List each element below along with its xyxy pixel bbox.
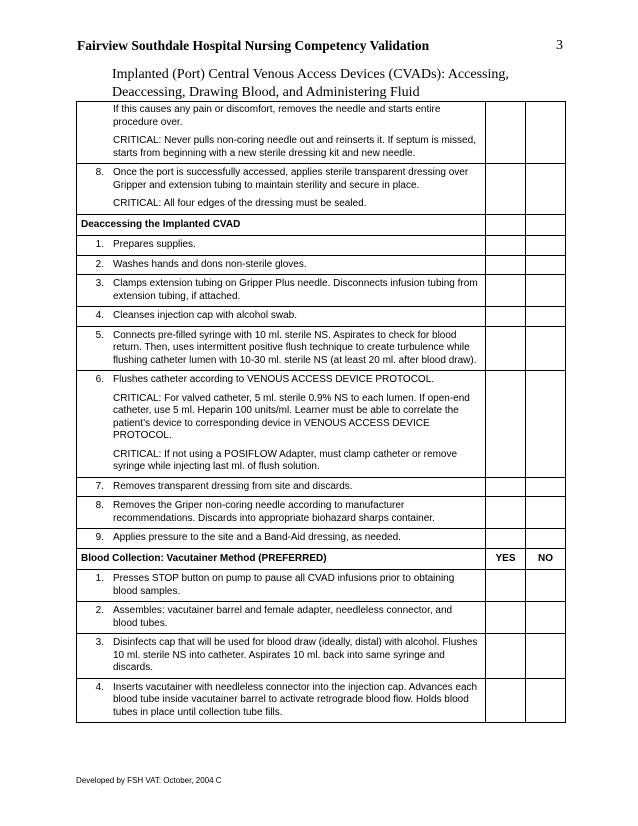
no-checkbox-cell[interactable] [526, 529, 566, 549]
document-title: Fairview Southdale Hospital Nursing Competency Validation [77, 38, 430, 53]
section-header-row [77, 548, 566, 570]
step-text: Connects pre-filled syringe with 10 ml. sterile NS. Aspirates to check for blood return. Then, uses intermittent positive flush technique to create turbulence while flushing catheter lumen with 10-30 ml. sterile NS (at least 20 ml. after blood draw). [113, 329, 477, 366]
table-row [77, 236, 566, 256]
procedure-subtitle: Implanted (Port) Central Venous Access Devices (CVADs): Accessing, Deaccessing, Drawing Blood, and Administering Fluid [112, 67, 509, 100]
no-checkbox-cell[interactable] [526, 477, 566, 497]
yes-checkbox-cell[interactable] [486, 497, 526, 529]
step-number: 4. [95, 681, 104, 693]
no-checkbox-cell [526, 214, 566, 236]
footer-note: Developed by FSH VAT: October, 2004 C [76, 776, 222, 785]
no-checkbox-cell[interactable] [526, 570, 566, 602]
table-row [77, 326, 566, 371]
step-text: Disinfects cap that will be used for blood draw (ideally, distal) with alcohol. Flushes 10 ml. sterile NS into catheter. Aspirates 10 ml. back into same syringe and discards. [113, 637, 478, 673]
yes-checkbox-cell[interactable] [486, 326, 526, 371]
step-number: 6. [95, 374, 104, 385]
table-row [77, 634, 566, 679]
step-number: 2. [95, 605, 104, 616]
critical-note: CRITICAL: For valved catheter, 5 ml. sterile 0.9% NS to each lumen. If open-end catheter, use 5 ml. Heparin 100 units/ml. Learner must be able to correlate the patient’s device to corresponding device in VENOUS ACCESS DEVICE PROTOCOL. [113, 392, 470, 441]
no-checkbox-cell[interactable] [526, 307, 566, 327]
yes-checkbox-cell[interactable] [486, 602, 526, 634]
yes-checkbox-cell[interactable] [486, 307, 526, 327]
no-checkbox-cell[interactable] [526, 678, 566, 723]
step-text: Applies pressure to the site and a Band-Aid dressing, as needed. [113, 532, 401, 543]
yes-checkbox-cell [486, 214, 526, 236]
critical-note: CRITICAL: Never pulls non-coring needle out and reinserts it. If septum is missed, starts from beginning with a new sterile dressing kit and new needle. [113, 135, 476, 159]
table-row [77, 371, 566, 478]
step-text: Removes transparent dressing from site and discards. [113, 480, 353, 492]
step-number: 8. [95, 500, 104, 511]
yes-checkbox-cell[interactable] [486, 102, 526, 164]
yes-checkbox-cell[interactable] [486, 371, 526, 478]
table-row [77, 477, 566, 497]
step-number: 5. [95, 329, 104, 341]
table-row [77, 275, 566, 307]
section-header-row [77, 214, 566, 236]
yes-checkbox-cell[interactable] [486, 255, 526, 275]
table-row [77, 497, 566, 529]
table-row [77, 529, 566, 549]
critical-note: CRITICAL: All four edges of the dressing must be sealed. [113, 198, 367, 209]
step-number: 2. [95, 258, 104, 270]
no-checkbox-cell[interactable] [526, 602, 566, 634]
yes-column-header: YES [495, 552, 516, 564]
table-row [77, 570, 566, 602]
step-text: Washes hands and dons non-sterile gloves. [113, 258, 307, 270]
step-text: Presses STOP button on pump to pause all CVAD infusions prior to obtaining blood samples. [113, 573, 455, 597]
step-number: 9. [95, 532, 104, 543]
table-row [77, 164, 566, 215]
step-text: Clamps extension tubing on Gripper Plus needle. Disconnects infusion tubing from extension tubing, if attached. [113, 278, 478, 302]
yes-checkbox-cell[interactable] [486, 275, 526, 307]
yes-checkbox-cell[interactable] [486, 236, 526, 256]
competency-checklist-table [76, 101, 566, 723]
no-checkbox-cell[interactable] [526, 634, 566, 679]
no-checkbox-cell[interactable] [526, 255, 566, 275]
no-checkbox-cell[interactable] [526, 371, 566, 478]
step-text: Flushes catheter according to VENOUS ACCESS DEVICE PROTOCOL. [113, 374, 435, 385]
table-row [77, 255, 566, 275]
critical-note: CRITICAL: If not using a POSIFLOW Adapter, must clamp catheter or remove syringe while injecting last ml. of flush solution. [113, 448, 458, 472]
step-number: 3. [95, 278, 104, 289]
table-row [77, 678, 566, 723]
yes-checkbox-cell[interactable] [486, 529, 526, 549]
step-number: 4. [95, 310, 104, 321]
step-text: Cleanses injection cap with alcohol swab. [113, 310, 297, 321]
table-row [77, 102, 566, 164]
no-checkbox-cell[interactable] [526, 326, 566, 371]
no-checkbox-cell[interactable] [526, 497, 566, 529]
yes-checkbox-cell[interactable] [486, 477, 526, 497]
step-text: Once the port is successfully accessed, applies sterile transparent dressing over Gripper and extension tubing to maintain sterility and secure in place. [113, 167, 469, 191]
step-text: Prepares supplies. [113, 239, 196, 250]
page-number: 3 [556, 38, 563, 53]
step-text: Removes the Griper non-coring needle according to manufacturer recommendations. Discards into appropriate biohazard sharps container. [113, 500, 435, 524]
step-text: Assembles: vacutainer barrel and female adapter, needleless connector, and blood tubes. [113, 605, 453, 629]
yes-checkbox-cell[interactable] [486, 634, 526, 679]
step-number: 8. [95, 167, 104, 178]
no-checkbox-cell[interactable] [526, 275, 566, 307]
section-heading: Blood Collection: Vacutainer Method (PREFERRED) [81, 552, 327, 564]
step-number: 1. [95, 573, 104, 584]
yes-checkbox-cell[interactable] [486, 570, 526, 602]
yes-checkbox-cell[interactable] [486, 164, 526, 215]
no-column-header: NO [538, 552, 553, 564]
step-text: Inserts vacutainer with needleless connector into the injection cap. Advances each blood tube inside vacutainer barrel to activate retrograde blood flow. Holds blood tubes in place until collection tube fills. [113, 681, 478, 718]
yes-checkbox-cell[interactable] [486, 678, 526, 723]
no-checkbox-cell[interactable] [526, 236, 566, 256]
step-number: 7. [95, 480, 104, 492]
section-heading: Deaccessing the Implanted CVAD [81, 218, 241, 230]
step-number: 3. [95, 637, 104, 648]
table-row [77, 307, 566, 327]
step-number: 1. [95, 239, 104, 250]
no-checkbox-cell[interactable] [526, 164, 566, 215]
continuation-text: If this causes any pain or discomfort, removes the needle and starts entire procedure over. [113, 104, 441, 128]
no-checkbox-cell[interactable] [526, 102, 566, 164]
table-row [77, 602, 566, 634]
